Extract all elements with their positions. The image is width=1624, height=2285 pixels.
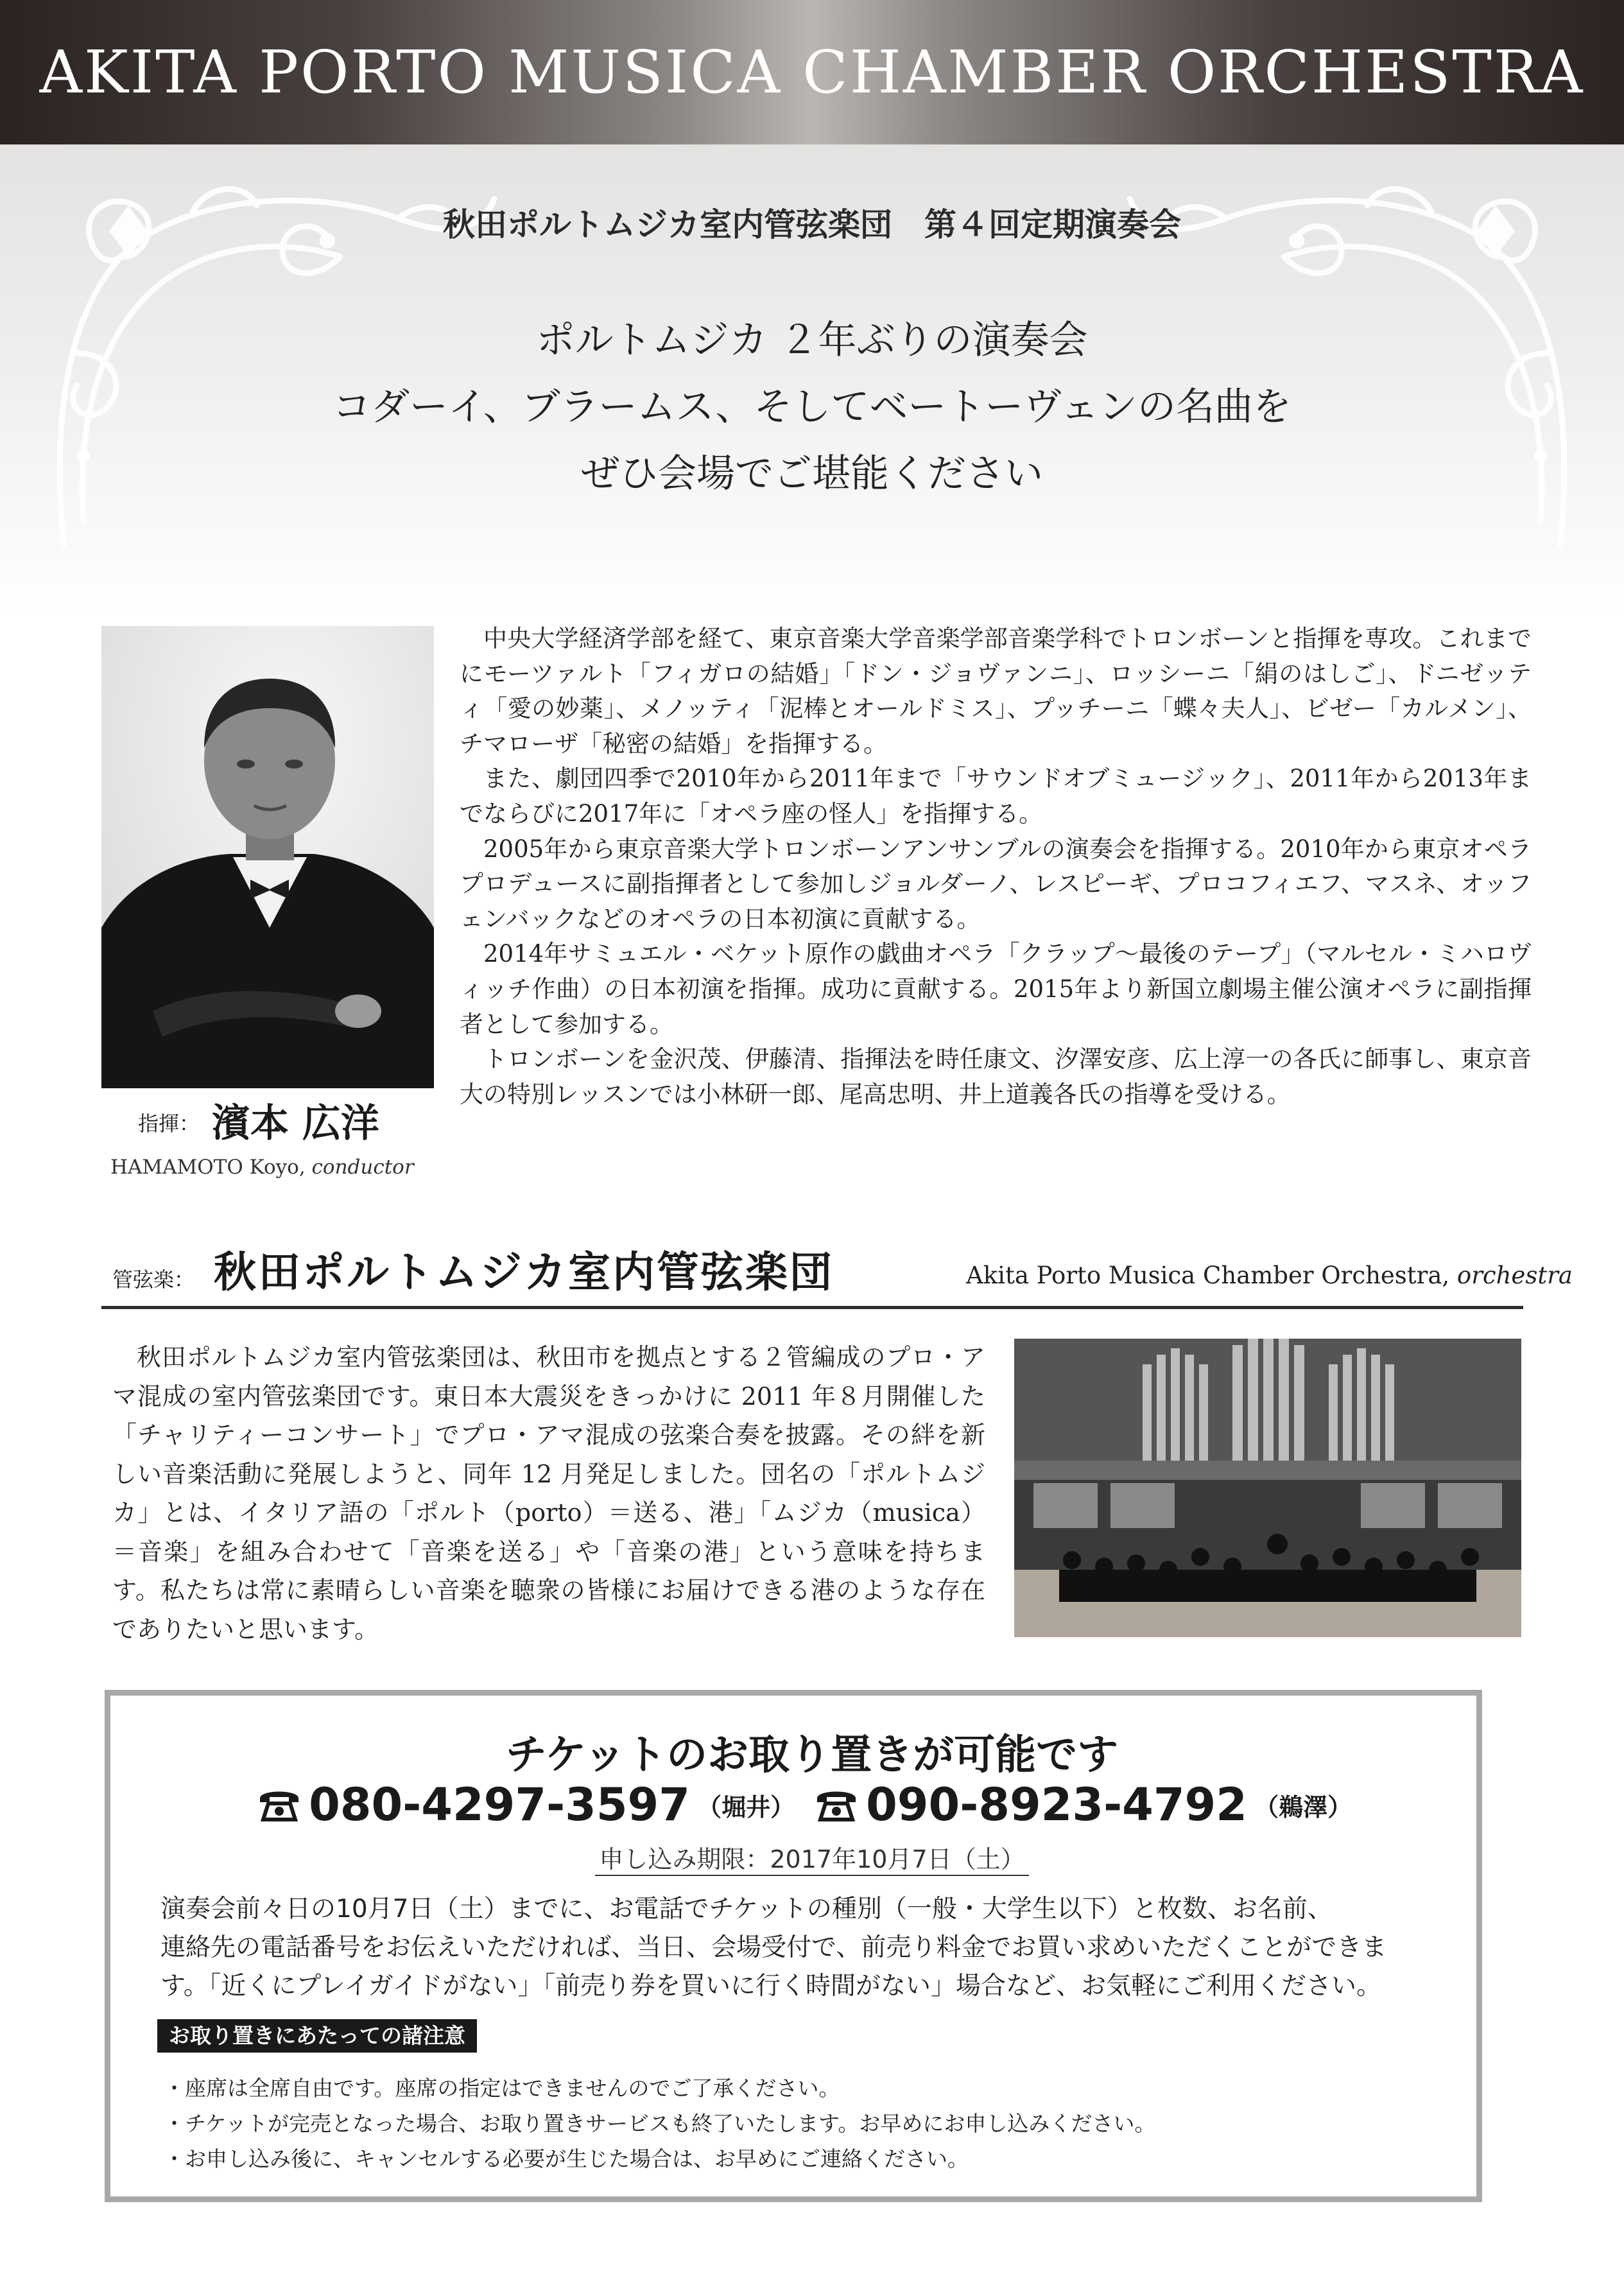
phone-contact-name-2: （鵜澤） <box>1254 1793 1352 1821</box>
orchestra-description <box>112 1338 985 1649</box>
concert-subtitle: 秋田ポルトムジカ室内管弦楽団 第４回定期演奏会 <box>443 206 1181 243</box>
conductor-biography <box>460 621 1532 1112</box>
phone-contact-1[interactable] <box>257 1778 795 1836</box>
phone-icon <box>257 1784 302 1825</box>
note-item-2: ・チケットが完売となった場合、お取り置きサービスも終了いたします。お早めにお申し込みください。 <box>164 2111 1156 2136</box>
bio-paragraph-5: トロンボーンを金沢茂、伊藤清、指揮法を時任康文、汐澤安彦、広上淳一の各氏に師事し、東京音大の特別レッスンでは小林研一郎、尾高忠明、井上道義各氏の指導を受ける。 <box>460 1045 1532 1108</box>
conductor-photo <box>101 626 434 1088</box>
note-item-3: ・お申し込み後に、キャンセルする必要が生じた場合は、お早めにご連絡ください。 <box>164 2146 969 2171</box>
conductor-role-label: 指揮： <box>138 1111 200 1136</box>
orchestra-photo <box>1014 1339 1521 1637</box>
notes-heading-badge <box>157 2019 477 2053</box>
concert-hall-illustration <box>1014 1339 1521 1637</box>
orchestra-description-text: 秋田ポルトムジカ室内管弦楽団は、秋田市を拠点とする２管編成のプロ・アマ混成の室内管弦楽団です。東日本大震災をきっかけに 2011 年８月開催した「チャリティーコンサート」でプロ・アマ混成の弦楽合奏を披露。その絆を新しい音楽活動に発展しようと、同年 12 月発足しました。団名の「ポルトムジカ」とは、イタリア語の「ポルト（porto）＝送る、港」「ムジカ（musica）＝音楽」を組み合わせて「音楽を送る」や「音楽の港」という意味を持ちます。私たちは常に素晴らしい音楽を聴衆の皆様にお届けできる港のような存在でありたいと思います。 <box>112 1343 985 1644</box>
note-item-1: ・座席は全席自由です。座席の指定はできませんのでご了承ください。 <box>164 2076 840 2101</box>
notes-list <box>164 2071 1447 2176</box>
phone-icon <box>814 1784 859 1825</box>
bio-paragraph-1: 中央大学経済学部を経て、東京音楽大学音楽学部音楽学科でトロンボーンと指揮を専攻。これまでにモーツァルト「フィガロの結婚」「ドン・ジョヴァンニ」、ロッシーニ「絹のはしご」、ドニゼッティ「愛の妙薬」、メノッティ「泥棒とオールドミス」、プッチーニ「蝶々夫人」、ビゼー「カルメン」、チマローザ「秘密の結婚」を指揮する。 <box>460 625 1532 758</box>
ticket-body-line-1: 演奏会前々日の10月7日（土）までに、お電話でチケットの種別（一般・大学生以下）と枚数、お名前、 <box>160 1895 1333 1924</box>
conductor-portrait-illustration <box>101 626 434 1088</box>
tagline-line-3: ぜひ会場でご堪能ください <box>581 451 1043 496</box>
tagline-line-1: ポルトムジカ ２年ぶりの演奏会 <box>536 318 1088 363</box>
ticket-body-line-3: す。「近くにプレイガイドがない」「前売り券を買いに行く時間がない」場合など、お気軽にご利用ください。 <box>160 1972 1382 2001</box>
orchestra-role-label: 管弦楽： <box>112 1267 195 1292</box>
phone-contact-name-1: （堀井） <box>697 1793 795 1821</box>
orchestra-role-en: orchestra <box>1456 1262 1573 1289</box>
ticket-instructions <box>160 1890 1476 2006</box>
orchestra-name: 秋田ポルトムジカ室内管弦楽団 <box>214 1247 834 1297</box>
notes-heading: お取り置きにあたっての諸注意 <box>169 2023 465 2048</box>
page-title: AKITA PORTO MUSICA CHAMBER ORCHESTRA <box>39 38 1585 107</box>
deadline-text: 申し込み期限：2017年10月7日（土） <box>595 1845 1028 1876</box>
tagline-line-2: コダーイ、ブラームス、そしてベートーヴェンの名曲を <box>333 385 1291 430</box>
orchestra-name-en-text: Akita Porto Musica Chamber Orchestra, <box>966 1262 1450 1289</box>
bio-paragraph-2: また、劇団四季で2010年から2011年まで「サウンドオブミュージック」、2011年から2013年までならびに2017年に「オペラ座の怪人」を指揮する。 <box>460 765 1532 828</box>
bio-paragraph-3: 2005年から東京音楽大学トロンボーンアンサンブルの演奏会を指揮する。2010年から東京オペラプロデュースに副指揮者として参加しジョルダーノ、レスピーギ、プロコフィエフ、マスネ、オッフェンバックなどのオペラの日本初演に貢献する。 <box>460 835 1532 933</box>
conductor-name: 濱本 広洋 <box>212 1101 379 1146</box>
phone-number-1: 080-4297-3597 <box>309 1778 690 1831</box>
conductor-role-en: conductor <box>311 1156 414 1179</box>
conductor-name-en-text: HAMAMOTO Koyo, <box>110 1156 306 1179</box>
orchestra-name-english <box>966 1262 1573 1289</box>
conductor-name-english <box>110 1156 414 1179</box>
bio-paragraph-4: 2014年サミュエル・ベケット原作の戯曲オペラ「クラップ〜最後のテープ」（マルセル・ミハロヴィッチ作曲）の日本初演を指揮。成功に貢献する。2015年より新国立劇場主催公演オペラに副指揮者として参加する。 <box>460 940 1532 1038</box>
phone-contact-2[interactable] <box>814 1778 1352 1836</box>
application-deadline <box>0 1839 1624 1875</box>
phone-number-2: 090-8923-4792 <box>866 1778 1247 1831</box>
ticket-body-line-2: 連絡先の電話番号をお伝えいただければ、当日、会場受付で、前売り料金でお買い求めいただくことができま <box>160 1933 1387 1962</box>
ticket-title: チケットのお取り置きが可能です <box>505 1732 1119 1779</box>
section-divider <box>101 1306 1523 1309</box>
